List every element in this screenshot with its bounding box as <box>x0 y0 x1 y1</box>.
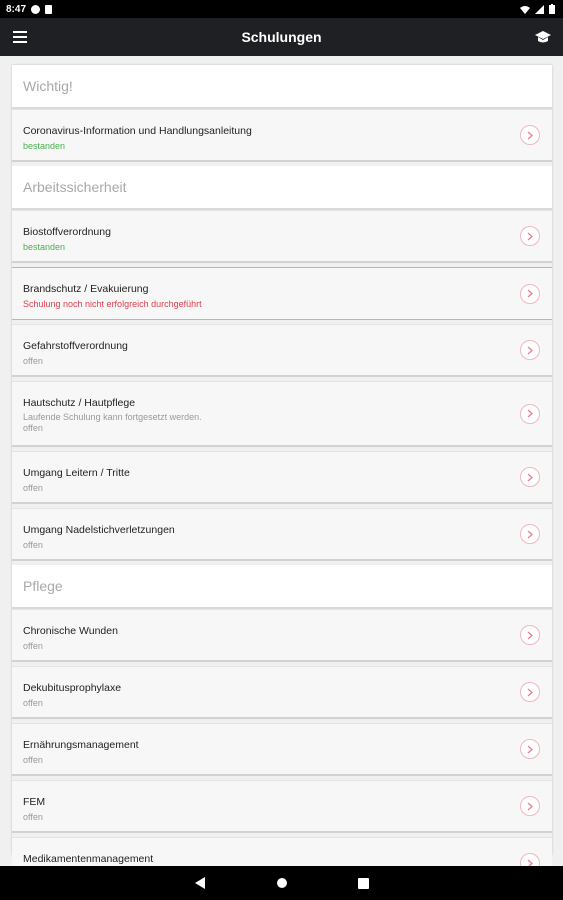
training-note: Laufende Schulung kann fortgesetzt werden. <box>23 412 202 422</box>
training-status: offen <box>23 483 43 493</box>
list-item[interactable] <box>12 666 552 719</box>
chevron-right-icon[interactable] <box>520 226 540 246</box>
notification-icon <box>31 5 40 14</box>
training-name: FEM <box>23 796 46 808</box>
list-item[interactable] <box>12 780 552 833</box>
section-header: Wichtig! <box>12 65 552 109</box>
training-status: offen <box>23 540 43 550</box>
list-item[interactable] <box>12 723 552 776</box>
chevron-right-icon[interactable] <box>520 739 540 759</box>
status-bar <box>0 0 563 18</box>
section-header: Pflege <box>12 565 552 609</box>
chevron-right-icon[interactable] <box>520 284 540 304</box>
chevron-right-icon[interactable] <box>520 682 540 702</box>
training-name: Brandschutz / Evakuierung <box>23 283 149 295</box>
section-header: Arbeitssicherheit <box>12 166 552 210</box>
training-status: offen <box>23 423 43 433</box>
chevron-right-icon[interactable] <box>520 467 540 487</box>
system-nav-bar <box>0 866 563 900</box>
training-name: Ernährungsmanagement <box>23 739 139 751</box>
training-status: offen <box>23 356 43 366</box>
training-name: Dekubitusprophylaxe <box>23 682 122 694</box>
list-item[interactable] <box>12 381 552 447</box>
signal-icon <box>535 5 544 14</box>
training-list <box>12 65 552 865</box>
graduation-cap-icon[interactable] <box>535 30 551 44</box>
training-name: Medikamentenmanagement <box>23 853 154 865</box>
back-icon[interactable] <box>194 877 206 889</box>
chevron-right-icon[interactable] <box>520 524 540 544</box>
training-status: offen <box>23 755 43 765</box>
list-item[interactable] <box>12 451 552 504</box>
chevron-right-icon[interactable] <box>520 404 540 424</box>
app-bar <box>0 18 563 56</box>
training-name: Biostoffverordnung <box>23 226 111 238</box>
training-name: Hautschutz / Hautpflege <box>23 397 136 409</box>
list-item[interactable] <box>12 508 552 561</box>
training-status: bestanden <box>23 242 66 252</box>
chevron-right-icon[interactable] <box>520 796 540 816</box>
training-status: offen <box>23 698 43 708</box>
chevron-right-icon[interactable] <box>520 340 540 360</box>
home-icon[interactable] <box>276 877 288 889</box>
training-name: Coronavirus-Information und Handlungsanleitung <box>23 125 252 137</box>
battery-icon <box>549 4 555 14</box>
list-item[interactable] <box>12 109 552 162</box>
sim-icon <box>45 5 52 14</box>
list-item[interactable] <box>12 609 552 662</box>
list-item[interactable] <box>12 210 552 263</box>
training-status: bestanden <box>23 141 66 151</box>
training-status: Schulung noch nicht erfolgreich durchgeführt <box>23 299 202 309</box>
wifi-icon <box>520 5 530 14</box>
training-name: Chronische Wunden <box>23 625 118 637</box>
list-item[interactable] <box>12 324 552 377</box>
page-title: Schulungen <box>241 29 322 45</box>
training-name: Umgang Nadelstichverletzungen <box>23 524 175 536</box>
training-name: Umgang Leitern / Tritte <box>23 467 130 479</box>
training-status: offen <box>23 641 43 651</box>
chevron-right-icon[interactable] <box>520 625 540 645</box>
training-name: Gefahrstoffverordnung <box>23 340 128 352</box>
status-time: 8:47 <box>6 3 27 15</box>
list-item[interactable] <box>12 267 552 320</box>
training-status: offen <box>23 812 43 822</box>
chevron-right-icon[interactable] <box>520 125 540 145</box>
recents-icon[interactable] <box>358 878 369 889</box>
